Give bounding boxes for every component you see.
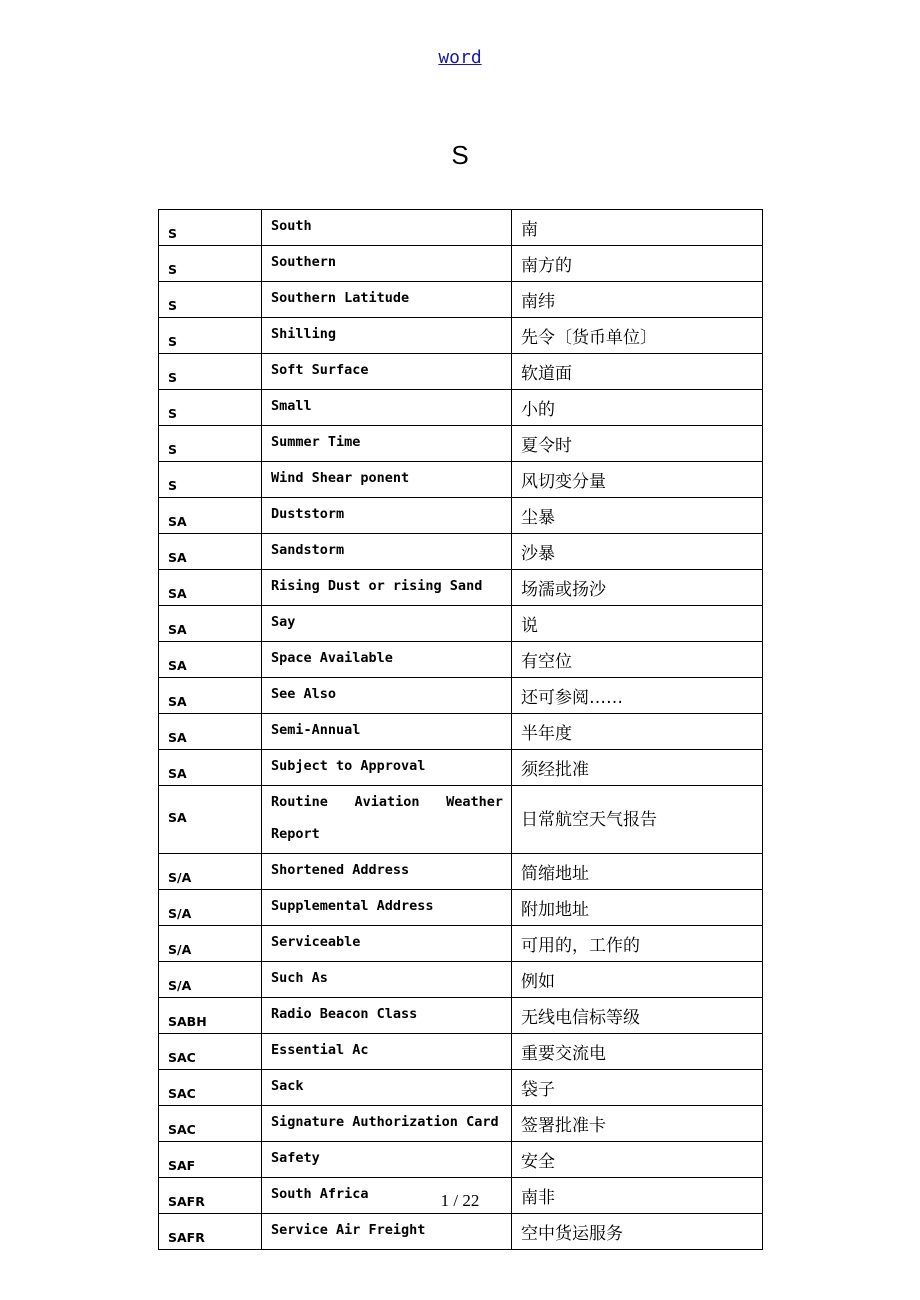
chinese-term-cell: 尘暴 bbox=[512, 498, 763, 534]
table-row bbox=[159, 1142, 763, 1178]
abbreviation-cell: S/A bbox=[159, 926, 262, 962]
english-term-cell: Shortened Address bbox=[262, 854, 512, 890]
table-row bbox=[159, 962, 763, 998]
glossary-table bbox=[158, 209, 763, 1250]
abbreviation-cell: SAFR bbox=[159, 1178, 262, 1214]
abbreviation-cell: S bbox=[159, 318, 262, 354]
abbreviation-cell: SAC bbox=[159, 1106, 262, 1142]
english-term-cell: Supplemental Address bbox=[262, 890, 512, 926]
table-row bbox=[159, 426, 763, 462]
chinese-term-cell: 简缩地址 bbox=[512, 854, 763, 890]
english-term-cell: Serviceable bbox=[262, 926, 512, 962]
english-term-cell: Radio Beacon Class bbox=[262, 998, 512, 1034]
english-term-cell: Subject to Approval bbox=[262, 750, 512, 786]
chinese-term-cell: 南方的 bbox=[512, 246, 763, 282]
table-row bbox=[159, 462, 763, 498]
table-row bbox=[159, 786, 763, 854]
abbreviation-cell: S bbox=[159, 426, 262, 462]
english-term-cell: Essential Ac bbox=[262, 1034, 512, 1070]
chinese-term-cell: 袋子 bbox=[512, 1070, 763, 1106]
chinese-term-cell: 还可参阅…… bbox=[512, 678, 763, 714]
chinese-term-cell: 签署批准卡 bbox=[512, 1106, 763, 1142]
table-row bbox=[159, 1106, 763, 1142]
abbreviation-cell: S bbox=[159, 210, 262, 246]
table-row bbox=[159, 714, 763, 750]
abbreviation-cell: SAFR bbox=[159, 1214, 262, 1250]
chinese-term-cell: 南纬 bbox=[512, 282, 763, 318]
abbreviation-cell: S bbox=[159, 390, 262, 426]
abbreviation-cell: SAF bbox=[159, 1142, 262, 1178]
english-term-cell: South bbox=[262, 210, 512, 246]
abbreviation-cell: SA bbox=[159, 534, 262, 570]
abbreviation-cell: SABH bbox=[159, 998, 262, 1034]
english-term-cell: Summer Time bbox=[262, 426, 512, 462]
table-row bbox=[159, 998, 763, 1034]
table-row bbox=[159, 1214, 763, 1250]
abbreviation-cell: SA bbox=[159, 642, 262, 678]
table-row bbox=[159, 318, 763, 354]
chinese-term-cell: 小的 bbox=[512, 390, 763, 426]
chinese-term-cell: 南非 bbox=[512, 1178, 763, 1214]
abbreviation-cell: SAC bbox=[159, 1070, 262, 1106]
table-row bbox=[159, 1070, 763, 1106]
english-term-cell: Semi-Annual bbox=[262, 714, 512, 750]
table-row bbox=[159, 354, 763, 390]
table-row bbox=[159, 1034, 763, 1070]
table-row bbox=[159, 642, 763, 678]
table-row bbox=[159, 498, 763, 534]
abbreviation-cell: S/A bbox=[159, 854, 262, 890]
page-number: 1 / 22 bbox=[440, 1191, 480, 1210]
table-row bbox=[159, 390, 763, 426]
chinese-term-cell: 沙暴 bbox=[512, 534, 763, 570]
english-term-cell: Wind Shear ponent bbox=[262, 462, 512, 498]
english-term-cell: Sandstorm bbox=[262, 534, 512, 570]
chinese-term-cell: 场濡或扬沙 bbox=[512, 570, 763, 606]
chinese-term-cell: 日常航空天气报告 bbox=[512, 786, 763, 854]
table-row bbox=[159, 570, 763, 606]
chinese-term-cell: 南 bbox=[512, 210, 763, 246]
english-term-cell: Safety bbox=[262, 1142, 512, 1178]
chinese-term-cell: 安全 bbox=[512, 1142, 763, 1178]
abbreviation-cell: S/A bbox=[159, 962, 262, 998]
abbreviation-cell: SAC bbox=[159, 1034, 262, 1070]
chinese-term-cell: 重要交流电 bbox=[512, 1034, 763, 1070]
table-row bbox=[159, 750, 763, 786]
english-term-cell: Southern bbox=[262, 246, 512, 282]
table-row bbox=[159, 246, 763, 282]
abbreviation-cell: SA bbox=[159, 606, 262, 642]
header-word-link[interactable] bbox=[0, 46, 920, 70]
english-term-cell: Signature Authorization Card bbox=[262, 1106, 512, 1142]
header-word-link-text[interactable]: word bbox=[438, 47, 482, 68]
chinese-term-cell: 空中货运服务 bbox=[512, 1214, 763, 1250]
english-term-cell: Soft Surface bbox=[262, 354, 512, 390]
table-row bbox=[159, 678, 763, 714]
chinese-term-cell: 例如 bbox=[512, 962, 763, 998]
abbreviation-cell: SA bbox=[159, 678, 262, 714]
english-term-cell: Space Available bbox=[262, 642, 512, 678]
english-term-cell: Sack bbox=[262, 1070, 512, 1106]
table-row bbox=[159, 282, 763, 318]
abbreviation-cell: S/A bbox=[159, 890, 262, 926]
abbreviation-cell: S bbox=[159, 246, 262, 282]
chinese-term-cell: 风切变分量 bbox=[512, 462, 763, 498]
chinese-term-cell: 可用的，工作的 bbox=[512, 926, 763, 962]
abbreviation-cell: SA bbox=[159, 786, 262, 854]
table-row bbox=[159, 854, 763, 890]
english-term-cell: Southern Latitude bbox=[262, 282, 512, 318]
english-term-cell: South Africa bbox=[262, 1178, 512, 1214]
abbreviation-cell: S bbox=[159, 282, 262, 318]
english-term-cell: Small bbox=[262, 390, 512, 426]
english-term-cell: See Also bbox=[262, 678, 512, 714]
chinese-term-cell: 须经批准 bbox=[512, 750, 763, 786]
table-row bbox=[159, 890, 763, 926]
chinese-term-cell: 附加地址 bbox=[512, 890, 763, 926]
chinese-term-cell: 有空位 bbox=[512, 642, 763, 678]
english-term-cell: Routine Aviation Weather Report bbox=[262, 786, 512, 854]
english-term-cell: Shilling bbox=[262, 318, 512, 354]
section-heading: S bbox=[451, 140, 469, 170]
table-row bbox=[159, 210, 763, 246]
chinese-term-cell: 说 bbox=[512, 606, 763, 642]
table-row bbox=[159, 926, 763, 962]
english-term-cell: Duststorm bbox=[262, 498, 512, 534]
chinese-term-cell: 无线电信标等级 bbox=[512, 998, 763, 1034]
chinese-term-cell: 半年度 bbox=[512, 714, 763, 750]
chinese-term-cell: 软道面 bbox=[512, 354, 763, 390]
chinese-term-cell: 夏令时 bbox=[512, 426, 763, 462]
abbreviation-cell: S bbox=[159, 354, 262, 390]
table-row bbox=[159, 534, 763, 570]
english-term-cell: Say bbox=[262, 606, 512, 642]
glossary-table-body bbox=[159, 210, 763, 1250]
abbreviation-cell: SA bbox=[159, 498, 262, 534]
chinese-term-cell: 先令〔货币单位〕 bbox=[512, 318, 763, 354]
abbreviation-cell: SA bbox=[159, 714, 262, 750]
abbreviation-cell: SA bbox=[159, 750, 262, 786]
table-row bbox=[159, 606, 763, 642]
abbreviation-cell: SA bbox=[159, 570, 262, 606]
english-term-cell: Service Air Freight bbox=[262, 1214, 512, 1250]
abbreviation-cell: S bbox=[159, 462, 262, 498]
english-term-cell: Such As bbox=[262, 962, 512, 998]
english-term-cell: Rising Dust or rising Sand bbox=[262, 570, 512, 606]
